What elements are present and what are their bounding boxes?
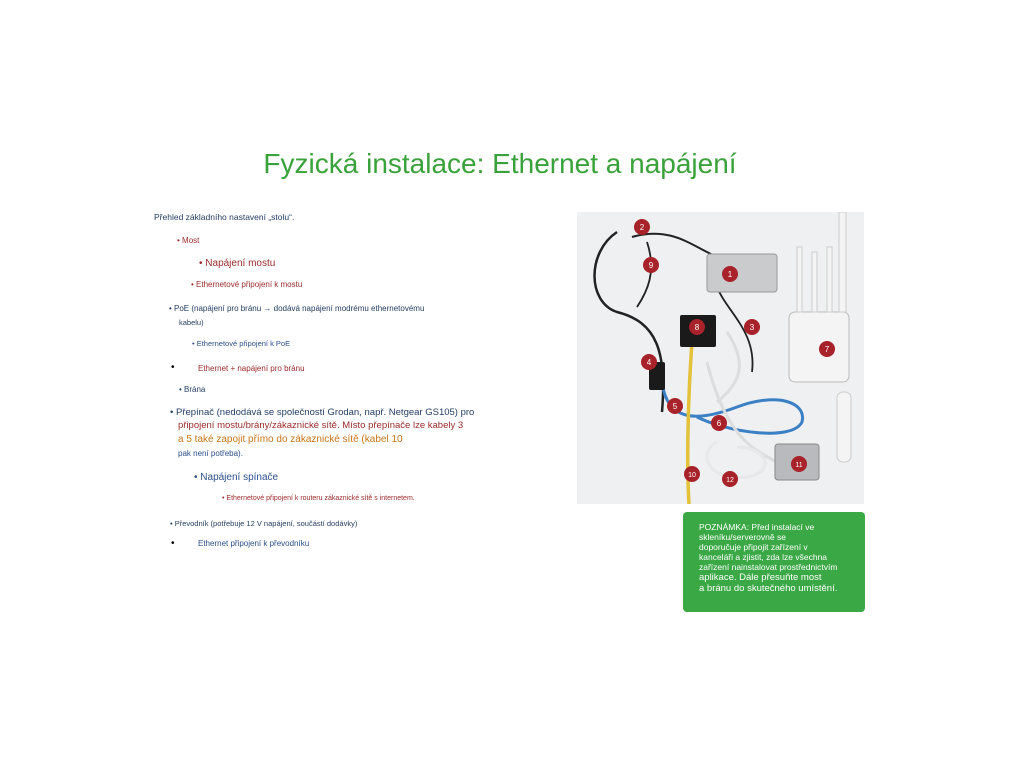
list-item-ethernet-brana: Ethernet + napájení pro bránu bbox=[198, 364, 305, 373]
marker-6 bbox=[711, 415, 727, 431]
marker-label-11: 11 bbox=[795, 462, 803, 469]
list-item-most: • Most bbox=[177, 236, 200, 245]
list-item-prepinac-line1: • Přepínač (nedodává se společností Grodan, např. Netgear GS105) pro bbox=[170, 407, 475, 418]
marker-7 bbox=[819, 341, 835, 357]
marker-10 bbox=[684, 466, 700, 482]
setup-list bbox=[0, 0, 560, 600]
marker-8 bbox=[689, 319, 705, 335]
installation-photo bbox=[577, 212, 864, 504]
list-item-napajeni-mostu: • Napájení mostu bbox=[199, 258, 276, 269]
marker-label-4: 4 bbox=[646, 358, 652, 367]
marker-11 bbox=[791, 456, 807, 472]
list-intro: Přehled základního nastavení „stolu“. bbox=[154, 212, 295, 222]
marker-12 bbox=[722, 471, 738, 487]
note-line: aplikace. Dále přesuňte most bbox=[699, 572, 822, 583]
list-item-ethernet-prevodnik: Ethernet připojení k převodníku bbox=[198, 539, 310, 548]
slide-title: Fyzická instalace: Ethernet a napájení bbox=[263, 148, 737, 179]
list-item-brana: • Brána bbox=[179, 385, 206, 394]
marker-2 bbox=[634, 219, 650, 235]
marker-label-10: 10 bbox=[688, 472, 696, 479]
list-item-poe-line2: kabelu) bbox=[179, 318, 204, 327]
list-item-prepinac-line3: a 5 také zapojit přímo do zákaznické sítě (kabel 10 bbox=[178, 434, 403, 445]
marker-label-1: 1 bbox=[727, 270, 733, 279]
list-item-poe-line1: • PoE (napájení pro bránu → dodává napájení modrému ethernetovému bbox=[169, 304, 425, 313]
marker-3 bbox=[744, 319, 760, 335]
marker-label-7: 7 bbox=[824, 345, 830, 354]
list-item-ethernet-poe: • Ethernetové připojení k PoE bbox=[192, 339, 291, 348]
marker-label-5: 5 bbox=[672, 402, 678, 411]
marker-label-8: 8 bbox=[694, 323, 700, 332]
list-item-ethernet-router: • Ethernetové připojení k routeru zákaznické sítě s internetem. bbox=[222, 495, 415, 502]
note-line: skleníku/serverovně se bbox=[699, 532, 786, 542]
note-line: kanceláři a zjistit, zda lze všechna bbox=[699, 552, 828, 562]
list-item-ethernet-mostu: • Ethernetové připojení k mostu bbox=[191, 280, 303, 289]
marker-5 bbox=[667, 398, 683, 414]
note-line: a bránu do skutečného umístění. bbox=[699, 583, 838, 594]
marker-label-2: 2 bbox=[639, 223, 645, 232]
list-item-prepinac-line2: připojení mostu/brány/zákaznické sítě. Místo přepínače lze kabely 3 bbox=[178, 420, 464, 431]
list-item-prepinac-line4: pak není potřeba). bbox=[178, 449, 243, 458]
list-bullet-ethernet-brana: • bbox=[171, 362, 175, 373]
marker-label-9: 9 bbox=[648, 261, 654, 270]
list-item-napajeni-spinace: • Napájení spínače bbox=[194, 472, 279, 483]
marker-label-12: 12 bbox=[726, 477, 734, 484]
marker-4 bbox=[641, 354, 657, 370]
note-line: doporučuje připojit zařízení v bbox=[699, 542, 808, 552]
installation-photo-svg bbox=[577, 212, 864, 504]
note-line: POZNÁMKA: Před instalací ve bbox=[699, 522, 815, 532]
note-box bbox=[683, 512, 865, 612]
list-item-prevodnik: • Převodník (potřebuje 12 V napájení, součástí dodávky) bbox=[170, 519, 358, 528]
marker-label-6: 6 bbox=[716, 419, 722, 428]
list-bullet-ethernet-prevodnik: • bbox=[171, 538, 175, 549]
marker-9 bbox=[643, 257, 659, 273]
marker-label-3: 3 bbox=[749, 323, 755, 332]
marker-1 bbox=[722, 266, 738, 282]
note-line: zařízení nainstalovat prostřednictvím bbox=[699, 562, 838, 572]
